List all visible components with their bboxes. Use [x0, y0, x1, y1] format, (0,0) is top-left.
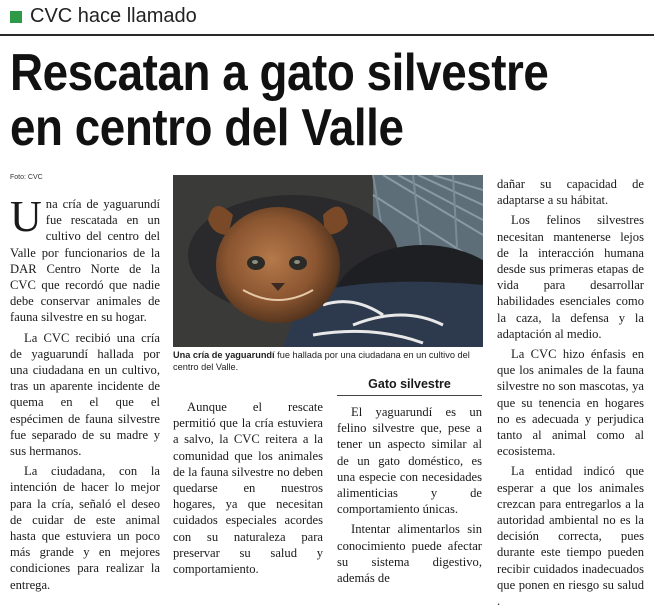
headline-line-1: Rescatan a gato silvestre: [10, 44, 549, 102]
photo-caption: [173, 349, 483, 373]
article-column-2b: [337, 404, 482, 590]
drop-cap: U: [10, 192, 42, 241]
article-column-2: [173, 399, 323, 581]
caption-lead: Una cría de yaguarundí: [173, 350, 275, 360]
paragraph: El yaguarundí es un felino silvestre que, pese a tener un aspecto similar al de un gato doméstico, es una especie con necesidades alimenticias y de comportamiento únicas.: [337, 405, 482, 517]
section-label: CVC hace llamado: [30, 5, 197, 27]
article-column-3: [497, 176, 644, 613]
paragraph: Intentar alimentarlos sin conocimiento puede afectar su sistema digestivo, además de: [337, 522, 482, 586]
caption-text: fue hallada por una ciudadana en un cultivo del centro del Valle.: [173, 350, 470, 372]
paragraph: Aunque el rescate permitió que la cría estuviera a salvo, la CVC reitera a la comunidad que los animales de la fauna silvestre no deben quedarse en nuestros hogares, ya que necesitan cuidados especiales acordes con su naturaleza para preservar su salud y comportamiento.: [173, 400, 323, 577]
article-column-1: [10, 192, 160, 597]
paragraph: La CVC recibió una cría de yaguarundí hallada por una ciudadana en un cultivo, tras un aparente incidente de quema en el que el espécimen de fauna silvestre fue separado de su madre y sus hermanos.: [10, 330, 160, 459]
headline-line-2: en centro del Valle: [10, 99, 404, 157]
wild-cat-kitten-photo-icon: [173, 175, 483, 347]
header-rule: [0, 34, 654, 36]
paragraph: Una cría de yaguarundí fue rescatada en un cultivo del centro del Valle por funcionarios de la DAR Centro Norte de la CVC que recordó que nadie debe conservar animales de fauna silvestre en su hogar.: [10, 192, 160, 325]
headline: [10, 46, 548, 156]
paragraph: dañar su capacidad de adaptarse a su hábitat.: [497, 177, 644, 208]
paragraph: La CVC hizo énfasis en que los animales de la fauna silvestre no son mascotas, ya que su tenencia en hogares no es adecuada y perjudica tanto al animal como al ecosistema.: [497, 347, 644, 459]
subheading: Gato silvestre: [337, 377, 482, 396]
paragraph: La entidad indicó que esperar a que los animales crezcan para entregarlos a la autoridad ambiental no es la decisión correcta, pues durante este tiempo pueden recibir cuidados inadecuados que ponen en riesgo su salud .: [497, 464, 644, 609]
section-kicker: [10, 5, 197, 28]
photo-credit: Foto: CVC: [10, 174, 43, 181]
paragraph: La ciudadana, con la intención de hacer lo mejor para la cría, señaló el deseo de cuidar de este animal hasta que estuviera un poco más grande y en mejores condiciones para realizar la entrega.: [10, 464, 160, 592]
article-photo: [173, 175, 483, 347]
section-square-icon: [10, 11, 22, 23]
paragraph: Los felinos silvestres necesitan mantenerse lejos de la interacción humana desde sus primeras etapas de vida para desarrollar habilidades esenciales como la caza, la defensa y la adaptación al medio.: [497, 213, 644, 341]
